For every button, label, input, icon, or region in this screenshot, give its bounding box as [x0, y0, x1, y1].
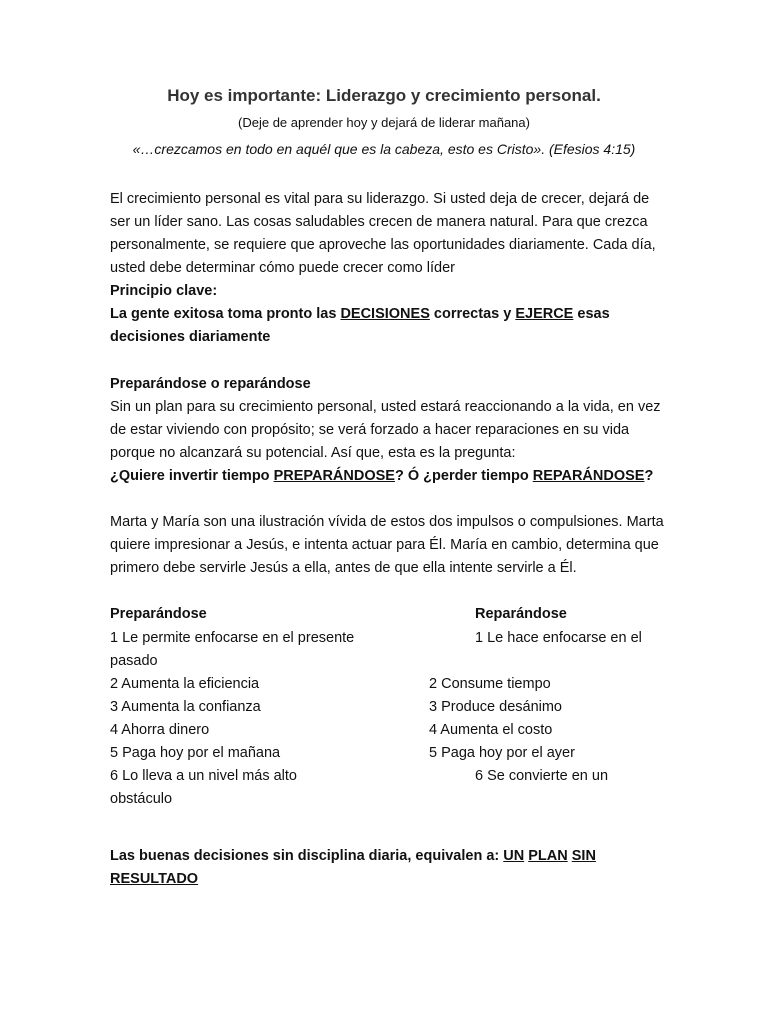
intro-line: El crecimiento personal es vital para su liderazgo. Si usted deja de crecer, dejará de — [110, 191, 650, 207]
right-item: 2 Consume tiempo — [429, 676, 551, 692]
right-item: 6 Se convierte en un — [475, 768, 609, 784]
right-item: 5 Paga hoy por el ayer — [429, 745, 575, 761]
reparandose-underlined: REPARÁNDOSE — [532, 468, 645, 484]
decisiones-underlined: DECISIONES — [340, 306, 430, 322]
question-text: ¿Quiere invertir tiempo — [110, 468, 274, 484]
marta-line: quiere impresionar a Jesús, e intenta actuar para Él. María en cambio, determina que — [110, 537, 659, 553]
wrapped-item: obstáculo — [110, 791, 173, 807]
marta-line: Marta y María son una ilustración vívida de estos dos impulsos o compulsiones. Marta — [110, 514, 664, 530]
right-column-heading: Reparándose — [475, 606, 567, 622]
section-line: porque no alcanzará su potencial. Así que, esta es la pregunta: — [110, 445, 516, 461]
right-item: 4 Aumenta el costo — [429, 722, 553, 738]
right-item: 3 Produce desánimo — [429, 699, 562, 715]
left-item: 4 Ahorra dinero — [110, 722, 210, 738]
left-item: 2 Aumenta la eficiencia — [110, 676, 260, 692]
conclusion-word-plan: PLAN — [528, 848, 568, 864]
principle-text: esas — [573, 306, 610, 322]
conclusion-line — [110, 845, 596, 868]
principle-text: La gente exitosa toma pronto las — [110, 306, 341, 322]
page-subtitle: (Deje de aprender hoy y dejará de liderar mañana) — [238, 115, 530, 130]
conclusion-word-resultado: RESULTADO — [110, 871, 199, 887]
principle-line — [110, 303, 610, 326]
section-heading: Preparándose o reparándose — [110, 376, 311, 392]
principle-text: correctas y — [429, 306, 516, 322]
left-column-heading: Preparándose — [110, 606, 207, 622]
ejerce-underlined: EJERCE — [515, 306, 574, 322]
conclusion-text: Las buenas decisiones sin disciplina diaria, equivalen a: — [110, 848, 504, 864]
bible-quote: «…crezcamos en todo en aquél que es la cabeza, esto es Cristo». (Efesios 4:15) — [132, 141, 636, 157]
intro-line: usted debe determinar cómo puede crecer como líder — [110, 260, 455, 276]
section-line: de estar viviendo con propósito; se verá forzado a hacer reparaciones en su vida — [110, 422, 630, 438]
right-item: 1 Le hace enfocarse en el — [475, 630, 642, 646]
principle-heading: Principio clave: — [110, 283, 218, 299]
conclusion-word-un: UN — [503, 848, 525, 864]
conclusion-word-sin: SIN — [571, 848, 596, 864]
question-text: ? — [644, 468, 654, 484]
page-title: Hoy es importante: Liderazgo y crecimiento personal. — [167, 86, 601, 105]
principle-line-2: decisiones diariamente — [110, 329, 271, 345]
question-line — [110, 465, 653, 488]
left-item: 1 Le permite enfocarse en el presente — [110, 630, 355, 646]
question-text: ? Ó ¿perder tiempo — [394, 468, 533, 484]
section-line: Sin un plan para su crecimiento personal, usted estará reaccionando a la vida, en vez — [110, 399, 661, 415]
marta-line: primero debe servirle Jesús a ella, antes de que ella intente servirle a Él. — [110, 560, 577, 576]
preparandose-underlined: PREPARÁNDOSE — [273, 468, 395, 484]
intro-line: personalmente, se requiere que aproveche las oportunidades diariamente. Cada día, — [110, 237, 656, 253]
intro-line: ser un líder sano. Las cosas saludables crecen de manera natural. Para que crezca — [110, 214, 648, 230]
wrapped-item: pasado — [110, 653, 158, 669]
left-item: 5 Paga hoy por el mañana — [110, 745, 281, 761]
left-item: 3 Aumenta la confianza — [110, 699, 261, 715]
left-item: 6 Lo lleva a un nivel más alto — [110, 768, 297, 784]
